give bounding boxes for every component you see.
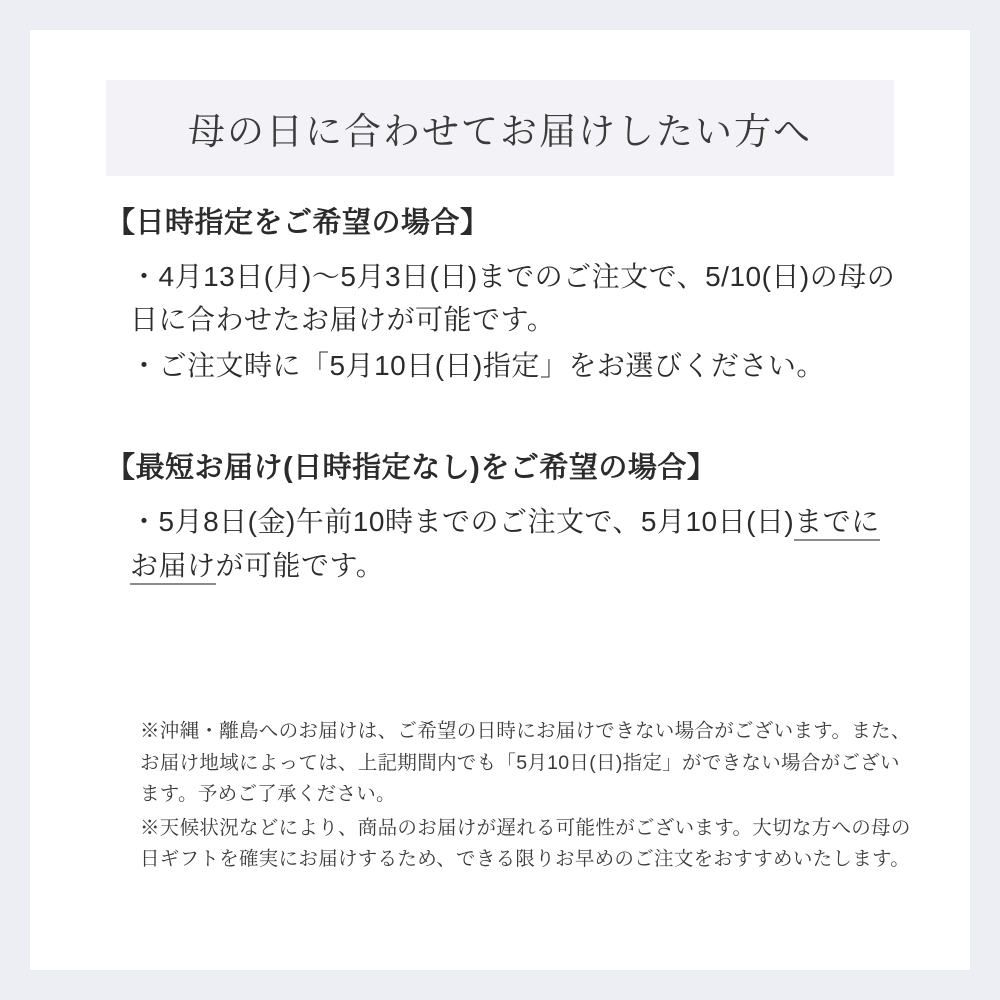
bullet-select-date: ・ご注文時に「5月10日(日)指定」をお選びください。 [130, 349, 825, 381]
bullet-order-period: ・4月13日(月)〜5月3日(日)までのご注文で、5/10(日)の母の日に合わせたお届けが可能です。 [130, 261, 896, 336]
section-heading-fastest-delivery: 【最短お届け(日時指定なし)をご希望の場合】 [106, 452, 717, 485]
note-item: ※沖縄・離島へのお届けは、ご希望の日時にお届けできない場合がございます。また、お届け地域によっては、上記期間内でも「5月10日(日)指定」ができない場合がございます。予めご了承ください。 [140, 720, 911, 806]
bullet-underlined-text: までにお届け [130, 506, 880, 584]
bullet-fastest-delivery [106, 500, 906, 587]
section-heading-date-specified: 【日時指定をご希望の場合】 [106, 207, 490, 239]
document-card [30, 30, 970, 970]
section-spacer [106, 389, 906, 445]
bullet-tail-text: が可能です。 [215, 549, 385, 581]
page-title: 母の日に合わせてお届けしたい方へ [188, 111, 812, 152]
bullet-lead-text: ・5月8日(金)午前10時までのご注文で、5月10日(日) [130, 506, 795, 538]
banner [106, 80, 894, 176]
main-content [106, 200, 906, 589]
note-item: ※天候状況などにより、商品のお届けが遅れる可能性がございます。大切な方への母の日ギフトを確実にお届けするため、できる限りお早めのご注文をおすすめいたします。 [140, 816, 911, 871]
notes-list [114, 716, 914, 878]
